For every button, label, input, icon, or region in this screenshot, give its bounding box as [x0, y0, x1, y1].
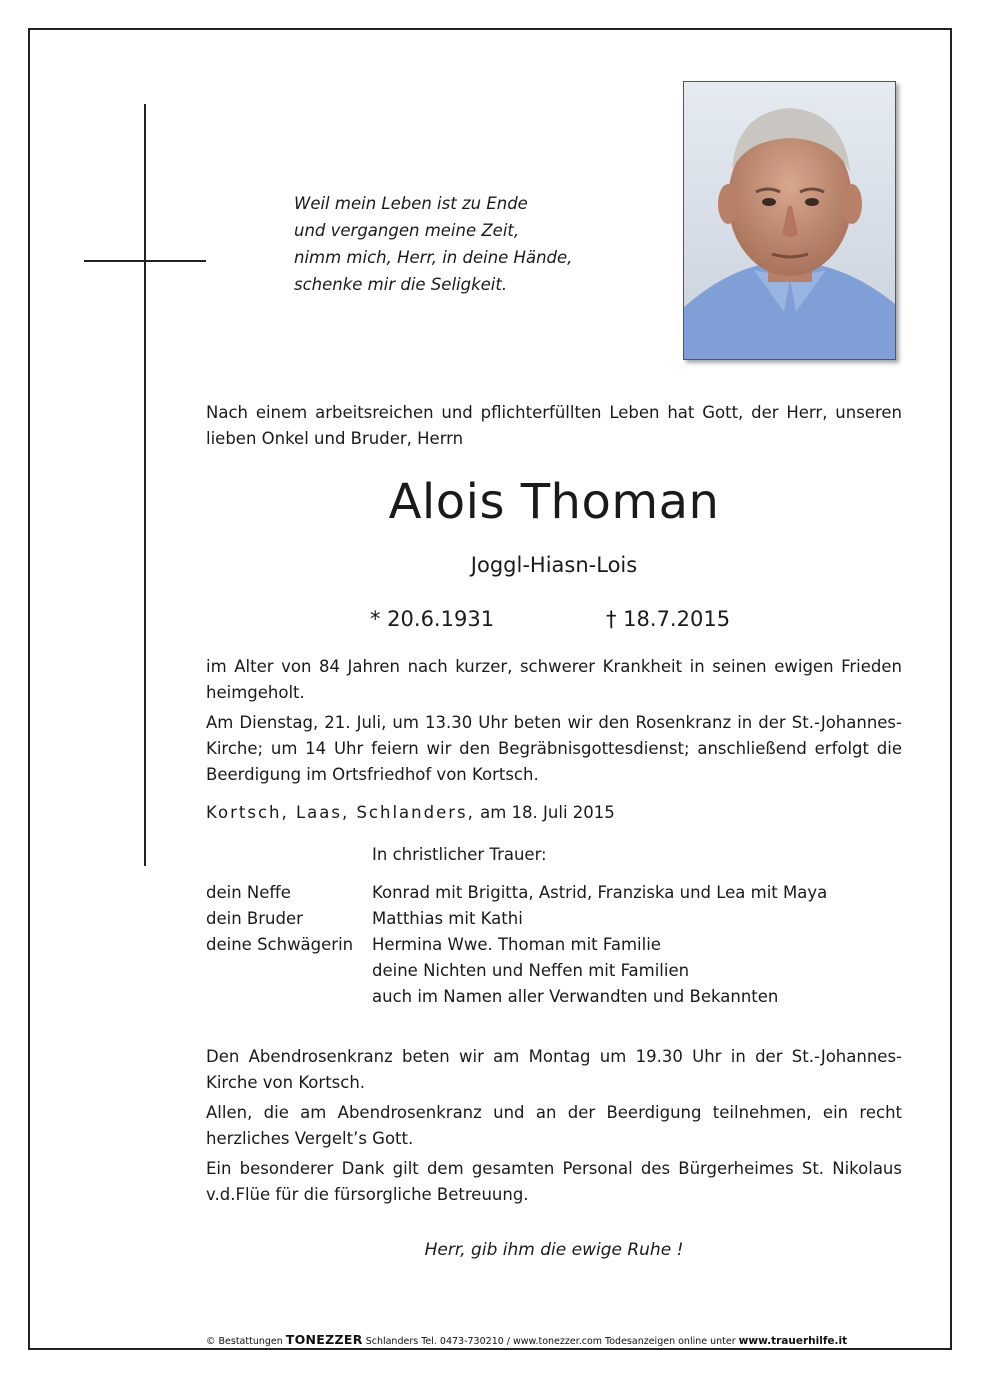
mourners-list: [206, 880, 902, 1010]
mourner-row: [206, 984, 902, 1010]
mourner-relation: [206, 984, 372, 1010]
mourning-header: In christlicher Trauer:: [372, 845, 547, 864]
mourner-relation: dein Neffe: [206, 883, 291, 902]
place-cities: Kortsch, Laas, Schlanders,: [206, 803, 475, 822]
poem-line: nimm mich, Herr, in deine Hände,: [294, 248, 573, 267]
closing-prayer: Herr, gib ihm die ewige Ruhe !: [424, 1240, 684, 1260]
thanks-note: Allen, die am Abendrosenkranz und an der Beerdigung teilnehmen, ein recht herzliches Vergelt’s Gott.: [206, 1103, 902, 1148]
portrait-illustration: [684, 82, 895, 359]
cross-vertical-bar: [144, 104, 146, 866]
footer-site-link[interactable]: www.trauerhilfe.it: [738, 1335, 848, 1347]
mourner-row: [206, 958, 902, 984]
footer-contact: Schlanders Tel. 0473-730210 / www.tonezzer.com Todesanzeigen online unter: [365, 1336, 736, 1347]
poem-line: Weil mein Leben ist zu Ende: [294, 194, 528, 213]
mourner-row: [206, 880, 902, 906]
death-date: † 18.7.2015: [606, 607, 731, 631]
footer-prefix: © Bestattungen: [206, 1336, 283, 1347]
mourner-row: [206, 906, 902, 932]
deceased-nickname: Joggl-Hiasn-Lois: [470, 553, 638, 577]
mourner-names: Matthias mit Kathi: [372, 909, 523, 928]
mourner-names: Konrad mit Brigitta, Astrid, Franziska und Lea mit Maya: [372, 883, 828, 902]
mourner-names: Hermina Wwe. Thoman mit Familie: [372, 935, 661, 954]
footer: [206, 1333, 847, 1349]
cross-horizontal-bar: [84, 260, 206, 262]
birth-date: * 20.6.1931: [370, 607, 495, 631]
mourner-relation: deine Schwägerin: [206, 935, 354, 954]
place-date: am 18. Juli 2015: [480, 803, 615, 822]
mourner-names: auch im Namen aller Verwandten und Bekannten: [372, 987, 779, 1006]
staff-thanks-note: Ein besonderer Dank gilt dem gesamten Personal des Bürgerheimes St. Nikolaus v.d.Flüe für die fürsorgliche Betreuung.: [206, 1159, 902, 1204]
poem-line: und vergangen meine Zeit,: [294, 221, 520, 240]
mourner-names: deine Nichten und Neffen mit Familien: [372, 961, 690, 980]
mourner-row: [206, 932, 902, 958]
age-paragraph: im Alter von 84 Jahren nach kurzer, schwerer Krankheit in seinen ewigen Frieden heimgeholt.: [206, 657, 902, 702]
intro-paragraph: Nach einem arbeitsreichen und pflichterfüllten Leben hat Gott, der Herr, unseren lieben Onkel und Bruder, Herrn: [206, 403, 902, 448]
deceased-name: Alois Thoman: [388, 474, 720, 530]
poem: [294, 190, 654, 298]
mourner-relation: dein Bruder: [206, 909, 303, 928]
portrait-photo: [683, 81, 896, 360]
poem-line: schenke mir die Seligkeit.: [294, 275, 508, 294]
place-and-date: [206, 800, 615, 826]
mourner-relation: [206, 958, 372, 984]
footer-brand: TONEZZER: [285, 1332, 363, 1347]
funeral-paragraph: Am Dienstag, 21. Juli, um 13.30 Uhr beten wir den Rosenkranz in der St.-Johannes-Kirche; um 14 Uhr feiern wir den Begräbnisgottesdienst; anschließend erfolgt die Beerdigung im Ortsfriedhof von Kortsch.: [206, 713, 902, 784]
rosary-note: Den Abendrosenkranz beten wir am Montag um 19.30 Uhr in der St.-Johannes-Kirche von Kortsch.: [206, 1047, 902, 1092]
